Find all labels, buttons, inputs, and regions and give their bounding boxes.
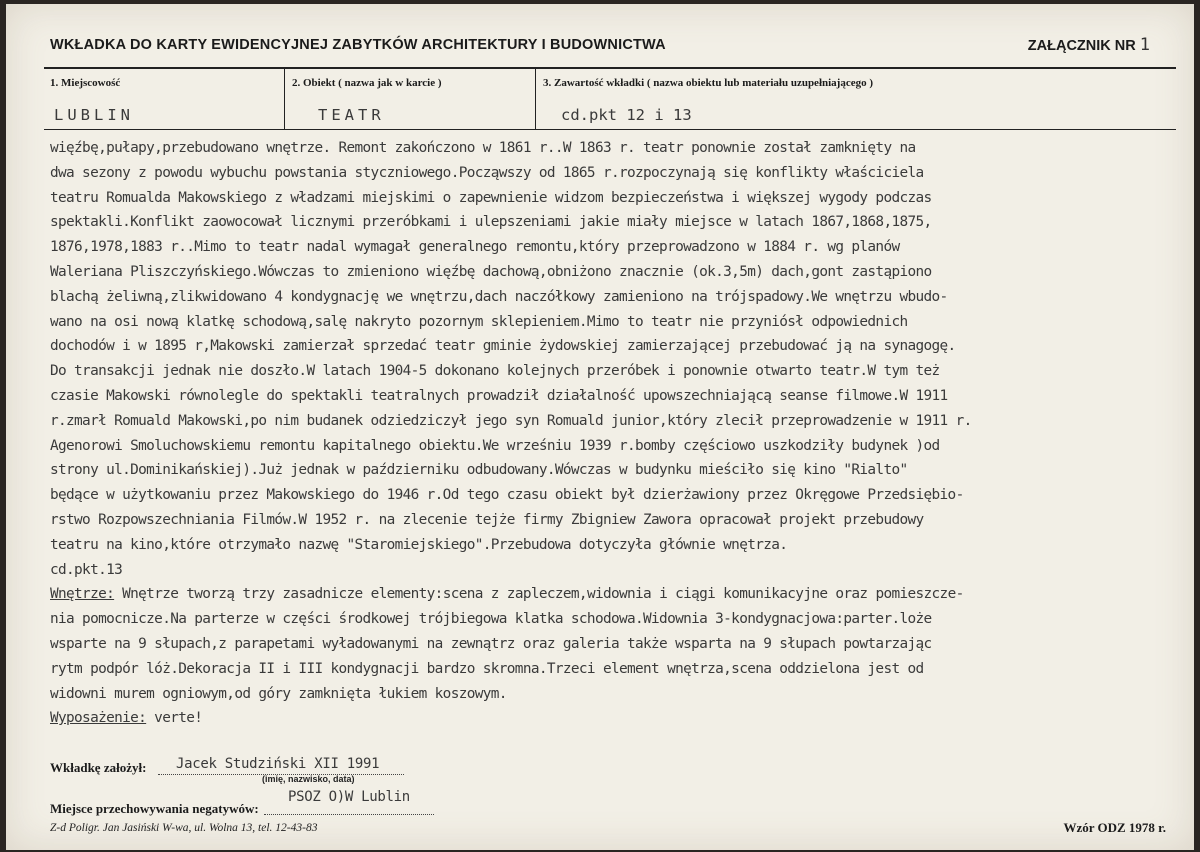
- insert-created-hint: (imię, nazwisko, data): [262, 774, 355, 784]
- negatives-value: PSOZ O)W Lublin: [288, 789, 410, 805]
- interior-line: widowni murem ogniowym,od góry zamknięta łukiem koszowym.: [50, 685, 507, 702]
- body-line: czasie Makowski równolegle do spektakli teatralnych prowadził działalność upowszechniającą seanse filmowe.W 1911: [50, 387, 948, 404]
- negatives-label: Miejsce przechowywania negatywów:: [50, 801, 259, 816]
- body-line: teatru na kino,które otrzymało nazwę "Staromiejskiego".Przebudowa dotyczyła głównie wnętrza.: [50, 536, 788, 553]
- body-line: dochodów i w 1895 r,Makowski zamierzał sprzedać teatr gminie żydowskiej zamierzającej przebudować ją na synagogę.: [50, 338, 956, 355]
- form-model-number: Wzór ODZ 1978 r.: [1063, 820, 1166, 835]
- interior-line: wsparte na 9 słupach,z parapetami wyładowanymi na zewnątrz oraz galeria także wsparta na 9 słupach powtarzając: [50, 635, 932, 652]
- record-insert-form: [6, 4, 1194, 850]
- body-line: r.zmarł Romuald Makowski,po nim budanek odziedziczył jego syn Romuald junior,który zlecił przeprowadzenie w 1911 r.: [50, 412, 972, 429]
- body-line: dwa sezony z powodu wybuchu powstania styczniowego.Począwszy od 1865 r.rozpoczynają się konflikty właściciela: [50, 164, 924, 181]
- annex-number: 1: [1139, 35, 1150, 55]
- body-line: 1876,1978,1883 r..Mimo to teatr nadal wymagał generalnego remontu,który przeprowadzono w 1884 r. wg planów: [50, 239, 900, 256]
- negatives-dotted-line: [264, 814, 434, 815]
- field-label-content: 3. Zawartość wkładki ( nazwa obiektu lub materiału uzupełniającego ): [543, 77, 874, 89]
- printer-imprint: Z-d Poligr. Jan Jasiński W-wa, ul. Wolna 13, tel. 12-43-83: [50, 822, 318, 834]
- body-line: strony ul.Dominikańskiej).Już jednak w październiku odbudowany.Wówczas w budynku mieściło się kino "Rialto": [50, 462, 908, 479]
- body-line: Waleriana Pliszczyńskiego.Wówczas to zmieniono więźbę dachową,obniżono znacznie (ok.3,5m) dach,gont zastąpiono: [50, 263, 932, 280]
- body-line: wano na osi nową klatkę schodową,salę nakryto pozornym sklepieniem.Mimo to teatr nie przyniósł odpowiednich: [50, 313, 908, 330]
- insert-created-value: Jacek Studziński XII 1991: [176, 756, 380, 772]
- field-value-object: TEATR: [318, 106, 385, 124]
- interior-line: rytm podpór lóż.Dekoracja II i III kondygnacji bardzo skromna.Trzeci element wnętrza,scena oddzielona jest od: [50, 660, 924, 677]
- equipment-line: [50, 706, 1190, 731]
- body-line: będące w użytkowaniu przez Makowskiego do 1946 r.Od tego czasu obiekt był dzierżawiony przez Okręgowe Przedsiębio-: [50, 487, 964, 504]
- body-line: rstwo Rozpowszechniania Filmów.W 1952 r. na zlecenie tejże firmy Zbigniew Zawora opracował projekt przebudowy: [50, 511, 924, 528]
- table-top-border: [44, 67, 1176, 69]
- form-title: WKŁADKA DO KARTY EWIDENCYJNEJ ZABYTKÓW ARCHITEKTURY I BUDOWNICTWA: [50, 37, 666, 53]
- field-label-object: 2. Obiekt ( nazwa jak w karcie ): [292, 77, 442, 89]
- interior-label: Wnętrze:: [50, 586, 115, 603]
- body-line: cd.pkt.13: [50, 561, 123, 578]
- body-line: Agenorowi Smoluchowskiemu remontu kapitalnego obiektu.We wrześniu 1939 r.bomby częściowo uszkodziły budynek )od: [50, 437, 940, 454]
- body-line: blachą żeliwną,zlikwidowano 4 kondygnację we wnętrzu,dach naczółkowy zamieniono na trójspadowy.We wnętrzu wbudo-: [50, 288, 948, 305]
- equipment-value: verte!: [146, 710, 203, 727]
- interior-first-text: Wnętrze tworzą trzy zasadnicze elementy:scena z zapleczem,widownia i ciągi komunikacyjne oraz pomieszcze-: [114, 586, 964, 603]
- equipment-label: Wyposażenie:: [50, 710, 147, 727]
- body-text: [50, 136, 1190, 731]
- interior-line: nia pomocnicze.Na parterze w części środkowej trójbiegowa klatka schodowa.Widownia 3-kondygnacjowa:parter.loże: [50, 611, 932, 628]
- body-line: teatru Romualda Makowskiego z władzami miejskimi o zapewnienie widzom bezpieczeństwa i większej wygody podczas: [50, 189, 932, 206]
- field-value-content: cd.pkt 12 i 13: [561, 106, 692, 124]
- field-value-locality: LUBLIN: [54, 106, 134, 124]
- table-bottom-border: [44, 129, 1176, 130]
- body-line: spektakli.Konflikt zaowocował licznymi przeróbkami i ulepszeniami jakie miały miejsce w latach 1867,1868,1875,: [50, 214, 932, 231]
- interior-first-line: [50, 582, 1190, 607]
- annex-label-text: ZAŁĄCZNIK NR: [1027, 38, 1136, 54]
- body-line: więźbę,pułapy,przebudowano wnętrze. Remont zakończono w 1861 r..W 1863 r. teatr ponownie został zamknięty na: [50, 140, 916, 156]
- body-line: Do transakcji jednak nie doszło.W latach 1904-5 dokonano kolejnych przeróbek i ponownie otwarto teatr.W tym też: [50, 363, 940, 380]
- field-label-locality: 1. Miejscowość: [50, 77, 121, 89]
- table-divider-2: [535, 68, 536, 130]
- table-divider-1: [284, 68, 285, 130]
- insert-created-label: Wkładkę założył:: [50, 760, 147, 775]
- annex-label: [1028, 35, 1150, 55]
